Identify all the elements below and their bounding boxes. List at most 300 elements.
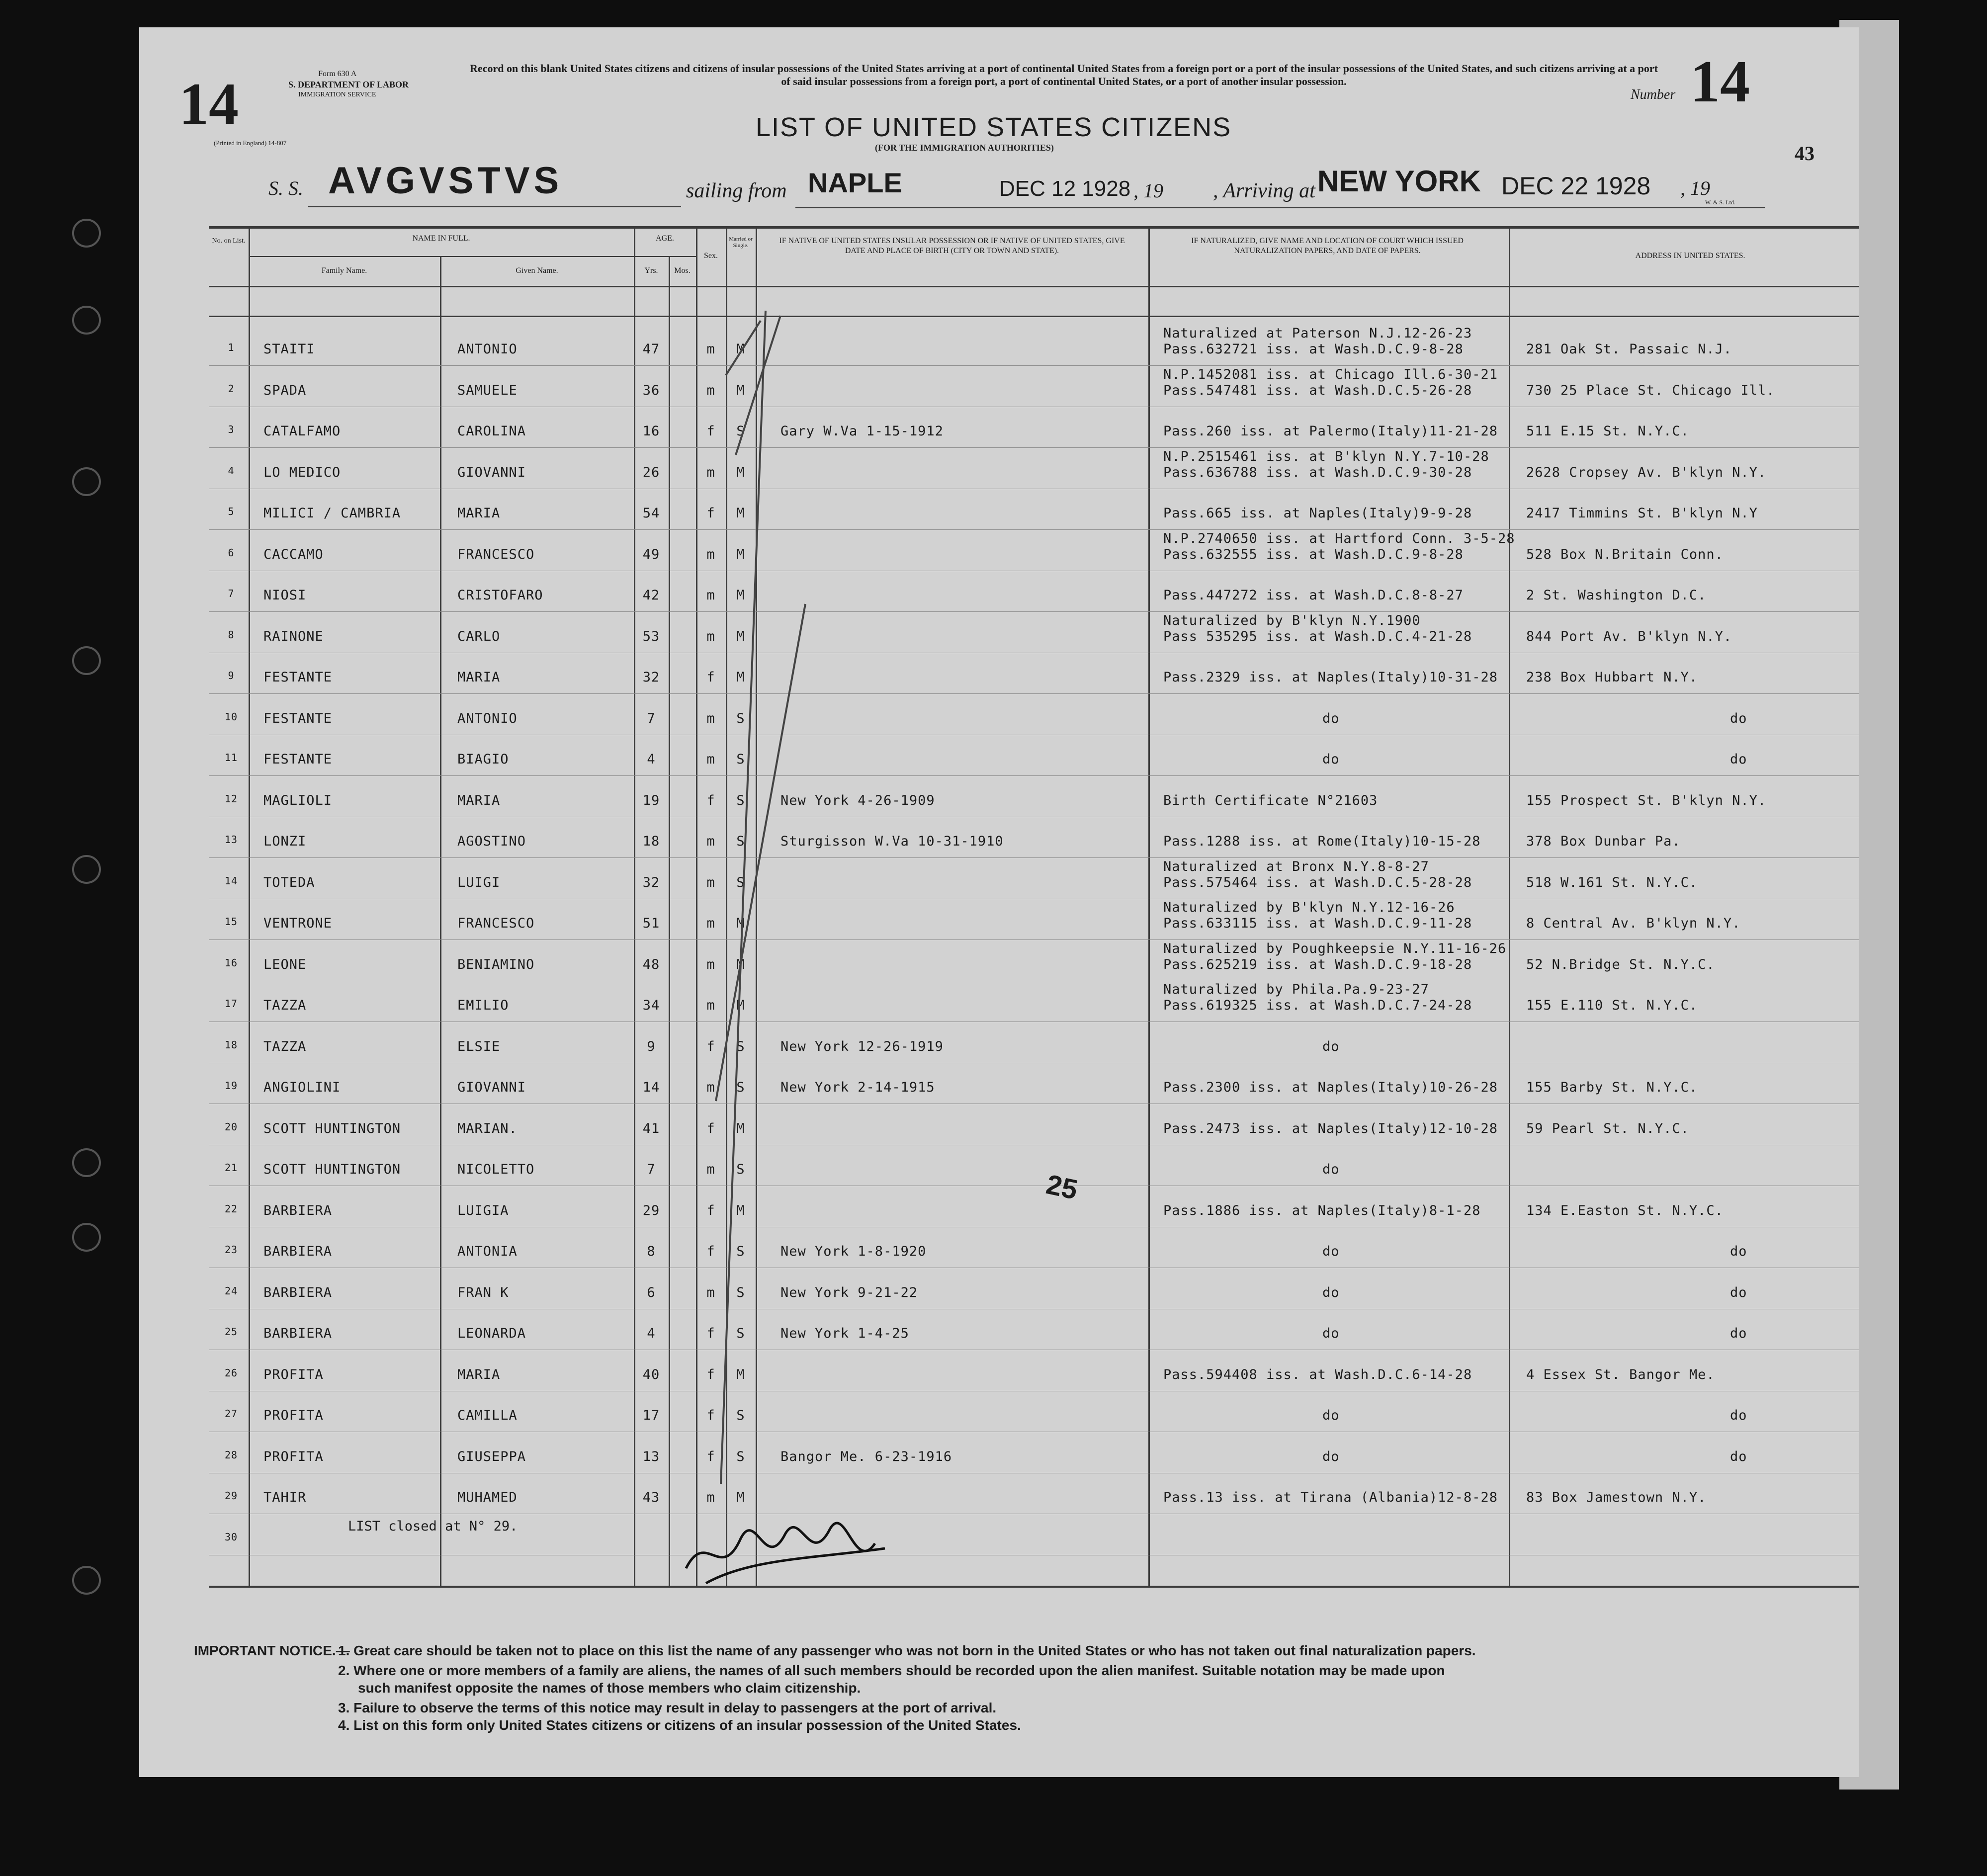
row-number: 13 <box>224 834 238 846</box>
marital-status: S <box>736 1408 745 1423</box>
row-number: 24 <box>224 1284 238 1297</box>
sex: f <box>706 1326 715 1341</box>
birth-place-date: New York 2-14-1915 <box>780 1080 935 1095</box>
family-name: FESTANTE <box>263 670 333 685</box>
printer-mark: W. & S. Ltd. <box>1705 199 1735 206</box>
sex: f <box>706 424 715 439</box>
header-given-name: Given Name. <box>516 266 558 275</box>
sex: f <box>706 1120 715 1136</box>
sex: m <box>706 1080 715 1095</box>
check-marks <box>706 306 855 1548</box>
arrival-date: DEC 22 1928 <box>1501 172 1651 200</box>
sailing-label: sailing from <box>686 179 787 202</box>
manifest-sheet <box>139 27 1859 1777</box>
naturalization-line-2: do <box>1322 1449 1340 1464</box>
given-name: MARIAN. <box>457 1120 518 1136</box>
naturalization-line-2: Pass.625219 iss. at Wash.D.C.9-18-28 <box>1163 956 1472 972</box>
header-age: AGE. <box>656 234 674 243</box>
family-name: VENTRONE <box>263 916 333 931</box>
header-sex: Sex. <box>704 252 718 260</box>
address: do <box>1730 752 1747 767</box>
binding-hole <box>72 1223 101 1252</box>
marital-status: S <box>736 710 745 726</box>
family-name: MAGLIOLI <box>263 792 333 808</box>
table-header-rule <box>209 286 1859 287</box>
naturalization-line-1: Naturalized by Phila.Pa.9-23-27 <box>1163 982 1429 997</box>
age-years: 4 <box>647 752 656 767</box>
address: 730 25 Place St. Chicago Ill. <box>1526 382 1775 398</box>
sailing-date: DEC 12 1928 <box>999 176 1131 201</box>
age-years: 7 <box>647 1162 656 1177</box>
given-name: ELSIE <box>457 1038 501 1054</box>
row-number: 23 <box>224 1244 238 1256</box>
sex: m <box>706 1162 715 1177</box>
family-name: FESTANTE <box>263 710 333 726</box>
naturalization-line-2: Pass.575464 iss. at Wash.D.C.5-28-28 <box>1163 874 1472 890</box>
age-years: 4 <box>647 1326 656 1341</box>
address: do <box>1730 1449 1747 1464</box>
sex: m <box>706 464 715 480</box>
given-name: EMILIO <box>457 998 509 1013</box>
birth-place-date: New York 1-4-25 <box>780 1326 909 1341</box>
sex: m <box>706 874 715 890</box>
address: 518 W.161 St. N.Y.C. <box>1526 874 1698 890</box>
marital-status: M <box>736 670 745 685</box>
sex: m <box>706 341 715 357</box>
age-years: 18 <box>642 834 660 849</box>
row-rule <box>209 529 1859 530</box>
given-name: FRAN K <box>457 1284 509 1300</box>
given-name: CAROLINA <box>457 424 526 439</box>
age-years: 43 <box>642 1490 660 1505</box>
family-name: LONZI <box>263 834 307 849</box>
given-name: FRANCESCO <box>457 546 535 562</box>
sailing-from: NAPLE <box>808 167 902 198</box>
row-rule <box>209 365 1859 366</box>
birth-place-date: Sturgisson W.Va 10-31-1910 <box>780 834 1004 849</box>
col-divider-age <box>696 226 697 1586</box>
address: 52 N.Bridge St. N.Y.C. <box>1526 956 1715 972</box>
sex: m <box>706 1490 715 1505</box>
row-number: 28 <box>224 1449 238 1461</box>
row-rule <box>209 447 1859 448</box>
sex: m <box>706 588 715 603</box>
given-name: GIUSEPPA <box>457 1449 526 1464</box>
marital-status: M <box>736 998 745 1013</box>
birth-place-date: New York 12-26-1919 <box>780 1038 944 1054</box>
family-name: RAINONE <box>263 628 324 644</box>
printed-note: (Printed in England) 14-807 <box>214 139 287 147</box>
row-number: 14 <box>224 874 238 887</box>
age-years: 29 <box>642 1202 660 1218</box>
age-years: 53 <box>642 628 660 644</box>
address: do <box>1730 710 1747 726</box>
sex: f <box>706 1408 715 1423</box>
naturalization-line-2: Pass.665 iss. at Naples(Italy)9-9-28 <box>1163 506 1472 521</box>
row-rule <box>209 775 1859 776</box>
family-name: TAZZA <box>263 998 307 1013</box>
naturalization-line-2: do <box>1322 1038 1340 1054</box>
marital-status: M <box>736 341 745 357</box>
row-rule <box>209 939 1859 940</box>
family-name: CACCAMO <box>263 546 324 562</box>
age-years: 51 <box>642 916 660 931</box>
row-number: 7 <box>228 588 235 599</box>
address: 8 Central Av. B'klyn N.Y. <box>1526 916 1741 931</box>
naturalization-line-2: do <box>1322 752 1340 767</box>
family-name: PROFITA <box>263 1366 324 1382</box>
binding-hole <box>72 855 101 884</box>
row-number: 27 <box>224 1408 238 1420</box>
sex: m <box>706 998 715 1013</box>
age-years: 19 <box>642 792 660 808</box>
row-number: 9 <box>228 670 235 682</box>
signature <box>676 1499 925 1598</box>
given-name: GIOVANNI <box>457 464 526 480</box>
marital-status: M <box>736 546 745 562</box>
col-divider-yrs <box>669 256 670 1586</box>
given-name: MARIA <box>457 670 501 685</box>
form-code: Form 630 A <box>318 70 357 78</box>
family-name: BARBIERA <box>263 1284 333 1300</box>
family-name: STAITI <box>263 341 315 357</box>
form-title: LIST OF UNITED STATES CITIZENS <box>756 112 1232 142</box>
birth-place-date: New York 1-8-1920 <box>780 1244 927 1259</box>
sex: f <box>706 1366 715 1382</box>
row-number: 15 <box>224 916 238 928</box>
age-years: 6 <box>647 1284 656 1300</box>
marital-status: S <box>736 874 745 890</box>
marital-status: S <box>736 834 745 849</box>
naturalization-line-2: Birth Certificate N°21603 <box>1163 792 1378 808</box>
family-name: CATALFAMO <box>263 424 341 439</box>
birth-place-date: New York 9-21-22 <box>780 1284 918 1300</box>
naturalization-line-2: do <box>1322 1244 1340 1259</box>
department: S. DEPARTMENT OF LABOR <box>288 80 409 89</box>
given-name: MARIA <box>457 1366 501 1382</box>
age-years: 13 <box>642 1449 660 1464</box>
age-years: 41 <box>642 1120 660 1136</box>
marital-status: M <box>736 1202 745 1218</box>
given-name: MUHAMED <box>457 1490 518 1505</box>
age-years: 16 <box>642 424 660 439</box>
address: 281 Oak St. Passaic N.J. <box>1526 341 1732 357</box>
binding-hole <box>72 1566 101 1595</box>
marital-status: S <box>736 792 745 808</box>
row-number: 2 <box>228 382 235 395</box>
age-years: 32 <box>642 874 660 890</box>
row-number: 20 <box>224 1120 238 1133</box>
naturalization-line-2: Pass.594408 iss. at Wash.D.C.6-14-28 <box>1163 1366 1472 1382</box>
address: 528 Box N.Britain Conn. <box>1526 546 1724 562</box>
family-name: SPADA <box>263 382 307 398</box>
family-name: PROFITA <box>263 1408 324 1423</box>
address: 378 Box Dunbar Pa. <box>1526 834 1681 849</box>
address: 844 Port Av. B'klyn N.Y. <box>1526 628 1732 644</box>
naturalization-line-2: do <box>1322 1162 1340 1177</box>
address: 2417 Timmins St. B'klyn N.Y <box>1526 506 1758 521</box>
naturalization-line-2: Pass.1288 iss. at Rome(Italy)10-15-28 <box>1163 834 1481 849</box>
notice-item-2b: such manifest opposite the names of those members who claim citizenship. <box>358 1680 861 1696</box>
naturalization-line-1: N.P.1452081 iss. at Chicago Ill.6-30-21 <box>1163 366 1498 382</box>
marital-status: M <box>736 382 745 398</box>
address: 155 E.110 St. N.Y.C. <box>1526 998 1698 1013</box>
naturalization-line-1: N.P.2515461 iss. at B'klyn N.Y.7-10-28 <box>1163 448 1489 464</box>
marital-status: M <box>736 506 745 521</box>
stamp-25: 25 <box>1043 1168 1081 1205</box>
form-subtitle: (FOR THE IMMIGRATION AUTHORITIES) <box>875 143 1054 153</box>
given-name: CARLO <box>457 628 501 644</box>
row-rule <box>209 693 1859 694</box>
age-years: 32 <box>642 670 660 685</box>
binding-hole <box>72 646 101 675</box>
voyage-rule <box>795 207 1765 208</box>
naturalization-line-2: Pass.13 iss. at Tirana (Albania)12-8-28 <box>1163 1490 1498 1505</box>
marital-status: M <box>736 1490 745 1505</box>
given-name: FRANCESCO <box>457 916 535 931</box>
number-label: Number <box>1631 87 1676 102</box>
family-name: PROFITA <box>263 1449 324 1464</box>
address: 155 Barby St. N.Y.C. <box>1526 1080 1698 1095</box>
given-name: CRISTOFARO <box>457 588 543 603</box>
family-name: SCOTT HUNTINGTON <box>263 1162 401 1177</box>
row-number: 22 <box>224 1202 238 1215</box>
header-mos: Mos. <box>674 266 691 275</box>
record-instructions: Record on this blank United States citizens and citizens of insular possessions of the United States arriving at a port of continental United States from a foreign port or a port of the insular possessions of the United States, and such citizens arriving at a port of said insular possessions from a foreign port, a port of continental United States, or a port of another insular possession. <box>470 62 1658 87</box>
header-yrs: Yrs. <box>644 266 658 275</box>
naturalization-line-1: Naturalized by B'klyn N.Y.12-16-26 <box>1163 900 1455 915</box>
sex: f <box>706 1449 715 1464</box>
row-number: 29 <box>224 1490 238 1502</box>
given-name: CAMILLA <box>457 1408 518 1423</box>
row-number: 6 <box>228 546 235 559</box>
naturalization-line-2: Pass.632721 iss. at Wash.D.C.9-8-28 <box>1163 341 1464 357</box>
birth-place-date: Gary W.Va 1-15-1912 <box>780 424 944 439</box>
family-name: FESTANTE <box>263 752 333 767</box>
given-name: ANTONIO <box>457 341 518 357</box>
header-name-in-full: NAME IN FULL. <box>412 234 470 243</box>
sex: m <box>706 710 715 726</box>
row-number: 25 <box>224 1326 238 1338</box>
family-name: TOTEDA <box>263 874 315 890</box>
address: do <box>1730 1244 1747 1259</box>
row-number: 5 <box>228 506 235 517</box>
address: do <box>1730 1284 1747 1300</box>
row-rule <box>209 611 1859 612</box>
naturalization-line-2: do <box>1322 1284 1340 1300</box>
given-name: GIOVANNI <box>457 1080 526 1095</box>
naturalization-line-1: Naturalized by B'klyn N.Y.1900 <box>1163 612 1421 628</box>
age-years: 48 <box>642 956 660 972</box>
row-number: 21 <box>224 1162 238 1174</box>
list-closed: LIST closed at N° 29. <box>348 1519 518 1534</box>
family-name: BARBIERA <box>263 1244 333 1259</box>
name-subheader-rule <box>249 256 634 257</box>
row-number: 17 <box>224 998 238 1010</box>
marital-status: M <box>736 628 745 644</box>
given-name: MARIA <box>457 792 501 808</box>
naturalization-line-1: Naturalized at Bronx N.Y.8-8-27 <box>1163 858 1429 874</box>
naturalization-line-2: Pass 535295 iss. at Wash.D.C.4-21-28 <box>1163 628 1472 644</box>
arriving-at: NEW YORK <box>1317 165 1481 198</box>
birth-place-date: Bangor Me. 6-23-1916 <box>780 1449 952 1464</box>
address: 238 Box Hubbart N.Y. <box>1526 670 1698 685</box>
age-years: 47 <box>642 341 660 357</box>
row-number: 12 <box>224 792 238 805</box>
naturalization-line-1: Naturalized by Poughkeepsie N.Y.11-16-26 <box>1163 940 1507 956</box>
marital-status: M <box>736 588 745 603</box>
age-subheader-rule <box>634 256 696 257</box>
naturalization-line-2: Pass.2300 iss. at Naples(Italy)10-26-28 <box>1163 1080 1498 1095</box>
marital-status: S <box>736 1162 745 1177</box>
address: do <box>1730 1408 1747 1423</box>
address: 83 Box Jamestown N.Y. <box>1526 1490 1707 1505</box>
sex: m <box>706 1284 715 1300</box>
sex: f <box>706 792 715 808</box>
sex: f <box>706 670 715 685</box>
row-number: 8 <box>228 628 235 641</box>
notice-item-4: 4. List on this form only United States citizens or citizens of an insular possession of the United States. <box>338 1717 1021 1733</box>
row-number: 11 <box>224 752 238 764</box>
marital-status: S <box>736 1326 745 1341</box>
sex: m <box>706 628 715 644</box>
row-number: 19 <box>224 1080 238 1092</box>
marital-status: S <box>736 1080 745 1095</box>
sex: m <box>706 382 715 398</box>
family-name: NIOSI <box>263 588 307 603</box>
naturalization-line-2: do <box>1322 1326 1340 1341</box>
family-name: TAZZA <box>263 1038 307 1054</box>
marital-status: M <box>736 1366 745 1382</box>
sex: f <box>706 506 715 521</box>
address: 155 Prospect St. B'klyn N.Y. <box>1526 792 1767 808</box>
family-name: BARBIERA <box>263 1202 333 1218</box>
marital-status: M <box>736 916 745 931</box>
address: 2628 Cropsey Av. B'klyn N.Y. <box>1526 464 1767 480</box>
address: 134 E.Easton St. N.Y.C. <box>1526 1202 1724 1218</box>
sex: f <box>706 1244 715 1259</box>
header-naturalized: IF NATURALIZED, GIVE NAME AND LOCATION OF COURT WHICH ISSUED NATURALIZATION PAPERS, AND DATE OF PAPERS. <box>1191 237 1464 255</box>
row-rule <box>209 857 1859 858</box>
naturalization-line-2: do <box>1322 1408 1340 1423</box>
naturalization-line-2: Pass.1886 iss. at Naples(Italy)8-1-28 <box>1163 1202 1481 1218</box>
col-divider-no <box>249 226 250 1586</box>
col-divider-family <box>440 256 441 1586</box>
sex: m <box>706 956 715 972</box>
number-value: 14 <box>1690 48 1750 114</box>
naturalization-line-1: N.P.2740650 iss. at Hartford Conn. 3-5-28 <box>1163 530 1515 546</box>
given-name: BIAGIO <box>457 752 509 767</box>
naturalization-line-2: do <box>1322 710 1340 726</box>
table-header-rule2 <box>209 316 1859 317</box>
sex: m <box>706 752 715 767</box>
row-number: 16 <box>224 956 238 969</box>
sex: f <box>706 1038 715 1054</box>
given-name: ANTONIA <box>457 1244 518 1259</box>
family-name: SCOTT HUNTINGTON <box>263 1120 401 1136</box>
naturalization-line-2: Pass.619325 iss. at Wash.D.C.7-24-28 <box>1163 998 1472 1013</box>
naturalization-line-2: Pass.260 iss. at Palermo(Italy)11-21-28 <box>1163 424 1498 439</box>
age-years: 17 <box>642 1408 660 1423</box>
family-name: MILICI / CAMBRIA <box>263 506 401 521</box>
notice-item-2a: 2. Where one or more members of a family are aliens, the names of all such members should be recorded upon the alien manifest. Suitable notation may be made upon <box>338 1663 1445 1678</box>
naturalization-line-2: Pass.2473 iss. at Naples(Italy)12-10-28 <box>1163 1120 1498 1136</box>
form-number-left: 14 <box>179 71 239 137</box>
col-divider-birth <box>1148 226 1150 1586</box>
given-name: MARIA <box>457 506 501 521</box>
ship-rule <box>308 206 681 207</box>
header-no-on-list: No. on List. <box>212 237 246 245</box>
sex: m <box>706 916 715 931</box>
age-years: 7 <box>647 710 656 726</box>
row-number: 18 <box>224 1038 238 1051</box>
family-name: TAHIR <box>263 1490 307 1505</box>
age-years: 26 <box>642 464 660 480</box>
ss-label: S. S. <box>268 177 303 199</box>
notice-item-1: 1. Great care should be taken not to place on this list the name of any passenger who was not born in the United States or who has not taken out final naturalization papers. <box>338 1643 1476 1658</box>
service: IMMIGRATION SERVICE <box>298 91 376 98</box>
row-number: 3 <box>228 424 235 435</box>
marital-status: S <box>736 1038 745 1054</box>
marital-status: M <box>736 956 745 972</box>
address: do <box>1730 1326 1747 1341</box>
age-years: 14 <box>642 1080 660 1095</box>
family-name: ANGIOLINI <box>263 1080 341 1095</box>
notice-item-3: 3. Failure to observe the terms of this notice may result in delay to passengers at the port of arrival. <box>338 1700 997 1715</box>
age-years: 8 <box>647 1244 656 1259</box>
address: 4 Essex St. Bangor Me. <box>1526 1366 1715 1382</box>
marital-status: S <box>736 1449 745 1464</box>
arrival-year: , 19 <box>1680 177 1710 199</box>
age-years: 34 <box>642 998 660 1013</box>
table-top-rule <box>209 226 1859 229</box>
row-number: 26 <box>224 1366 238 1379</box>
naturalization-line-2: Pass.2329 iss. at Naples(Italy)10-31-28 <box>1163 670 1498 685</box>
given-name: AGOSTINO <box>457 834 526 849</box>
table-bottom-rule <box>209 1586 1859 1588</box>
notice-title: IMPORTANT NOTICE.— <box>194 1643 350 1658</box>
marital-status: S <box>736 1244 745 1259</box>
arriving-label: , Arriving at <box>1213 179 1315 202</box>
ship-name: AVGVSTVS <box>328 160 563 202</box>
given-name: BENIAMINO <box>457 956 535 972</box>
given-name: NICOLETTO <box>457 1162 535 1177</box>
marital-status: S <box>736 752 745 767</box>
sex: m <box>706 546 715 562</box>
naturalization-line-2: Pass.447272 iss. at Wash.D.C.8-8-27 <box>1163 588 1464 603</box>
binding-hole <box>72 467 101 496</box>
binding-hole <box>72 219 101 248</box>
header-address: ADDRESS IN UNITED STATES. <box>1635 252 1745 260</box>
header-native: IF NATIVE OF UNITED STATES INSULAR POSSESSION OR IF NATIVE OF UNITED STATES, GIVE DATE AND PLACE OF BIRTH (CITY OR TOWN AND STATE). <box>779 237 1125 255</box>
marital-status: S <box>736 424 745 439</box>
family-name: LO MEDICO <box>263 464 341 480</box>
naturalization-line-2: Pass.636788 iss. at Wash.D.C.9-30-28 <box>1163 464 1472 480</box>
binding-hole <box>72 1148 101 1177</box>
naturalization-line-2: Pass.547481 iss. at Wash.D.C.5-26-28 <box>1163 382 1472 398</box>
header-married: Married or Single. <box>729 236 753 249</box>
naturalization-line-2: Pass.633115 iss. at Wash.D.C.9-11-28 <box>1163 916 1472 931</box>
row-number: 30 <box>224 1531 238 1543</box>
family-name: BARBIERA <box>263 1326 333 1341</box>
naturalization-line-1: Naturalized at Paterson N.J.12-26-23 <box>1163 326 1472 341</box>
family-name: LEONE <box>263 956 307 972</box>
marital-status: M <box>736 464 745 480</box>
col-divider-given <box>634 226 635 1586</box>
row-number: 10 <box>224 710 238 723</box>
col-divider-nat <box>1509 226 1510 1586</box>
age-years: 54 <box>642 506 660 521</box>
